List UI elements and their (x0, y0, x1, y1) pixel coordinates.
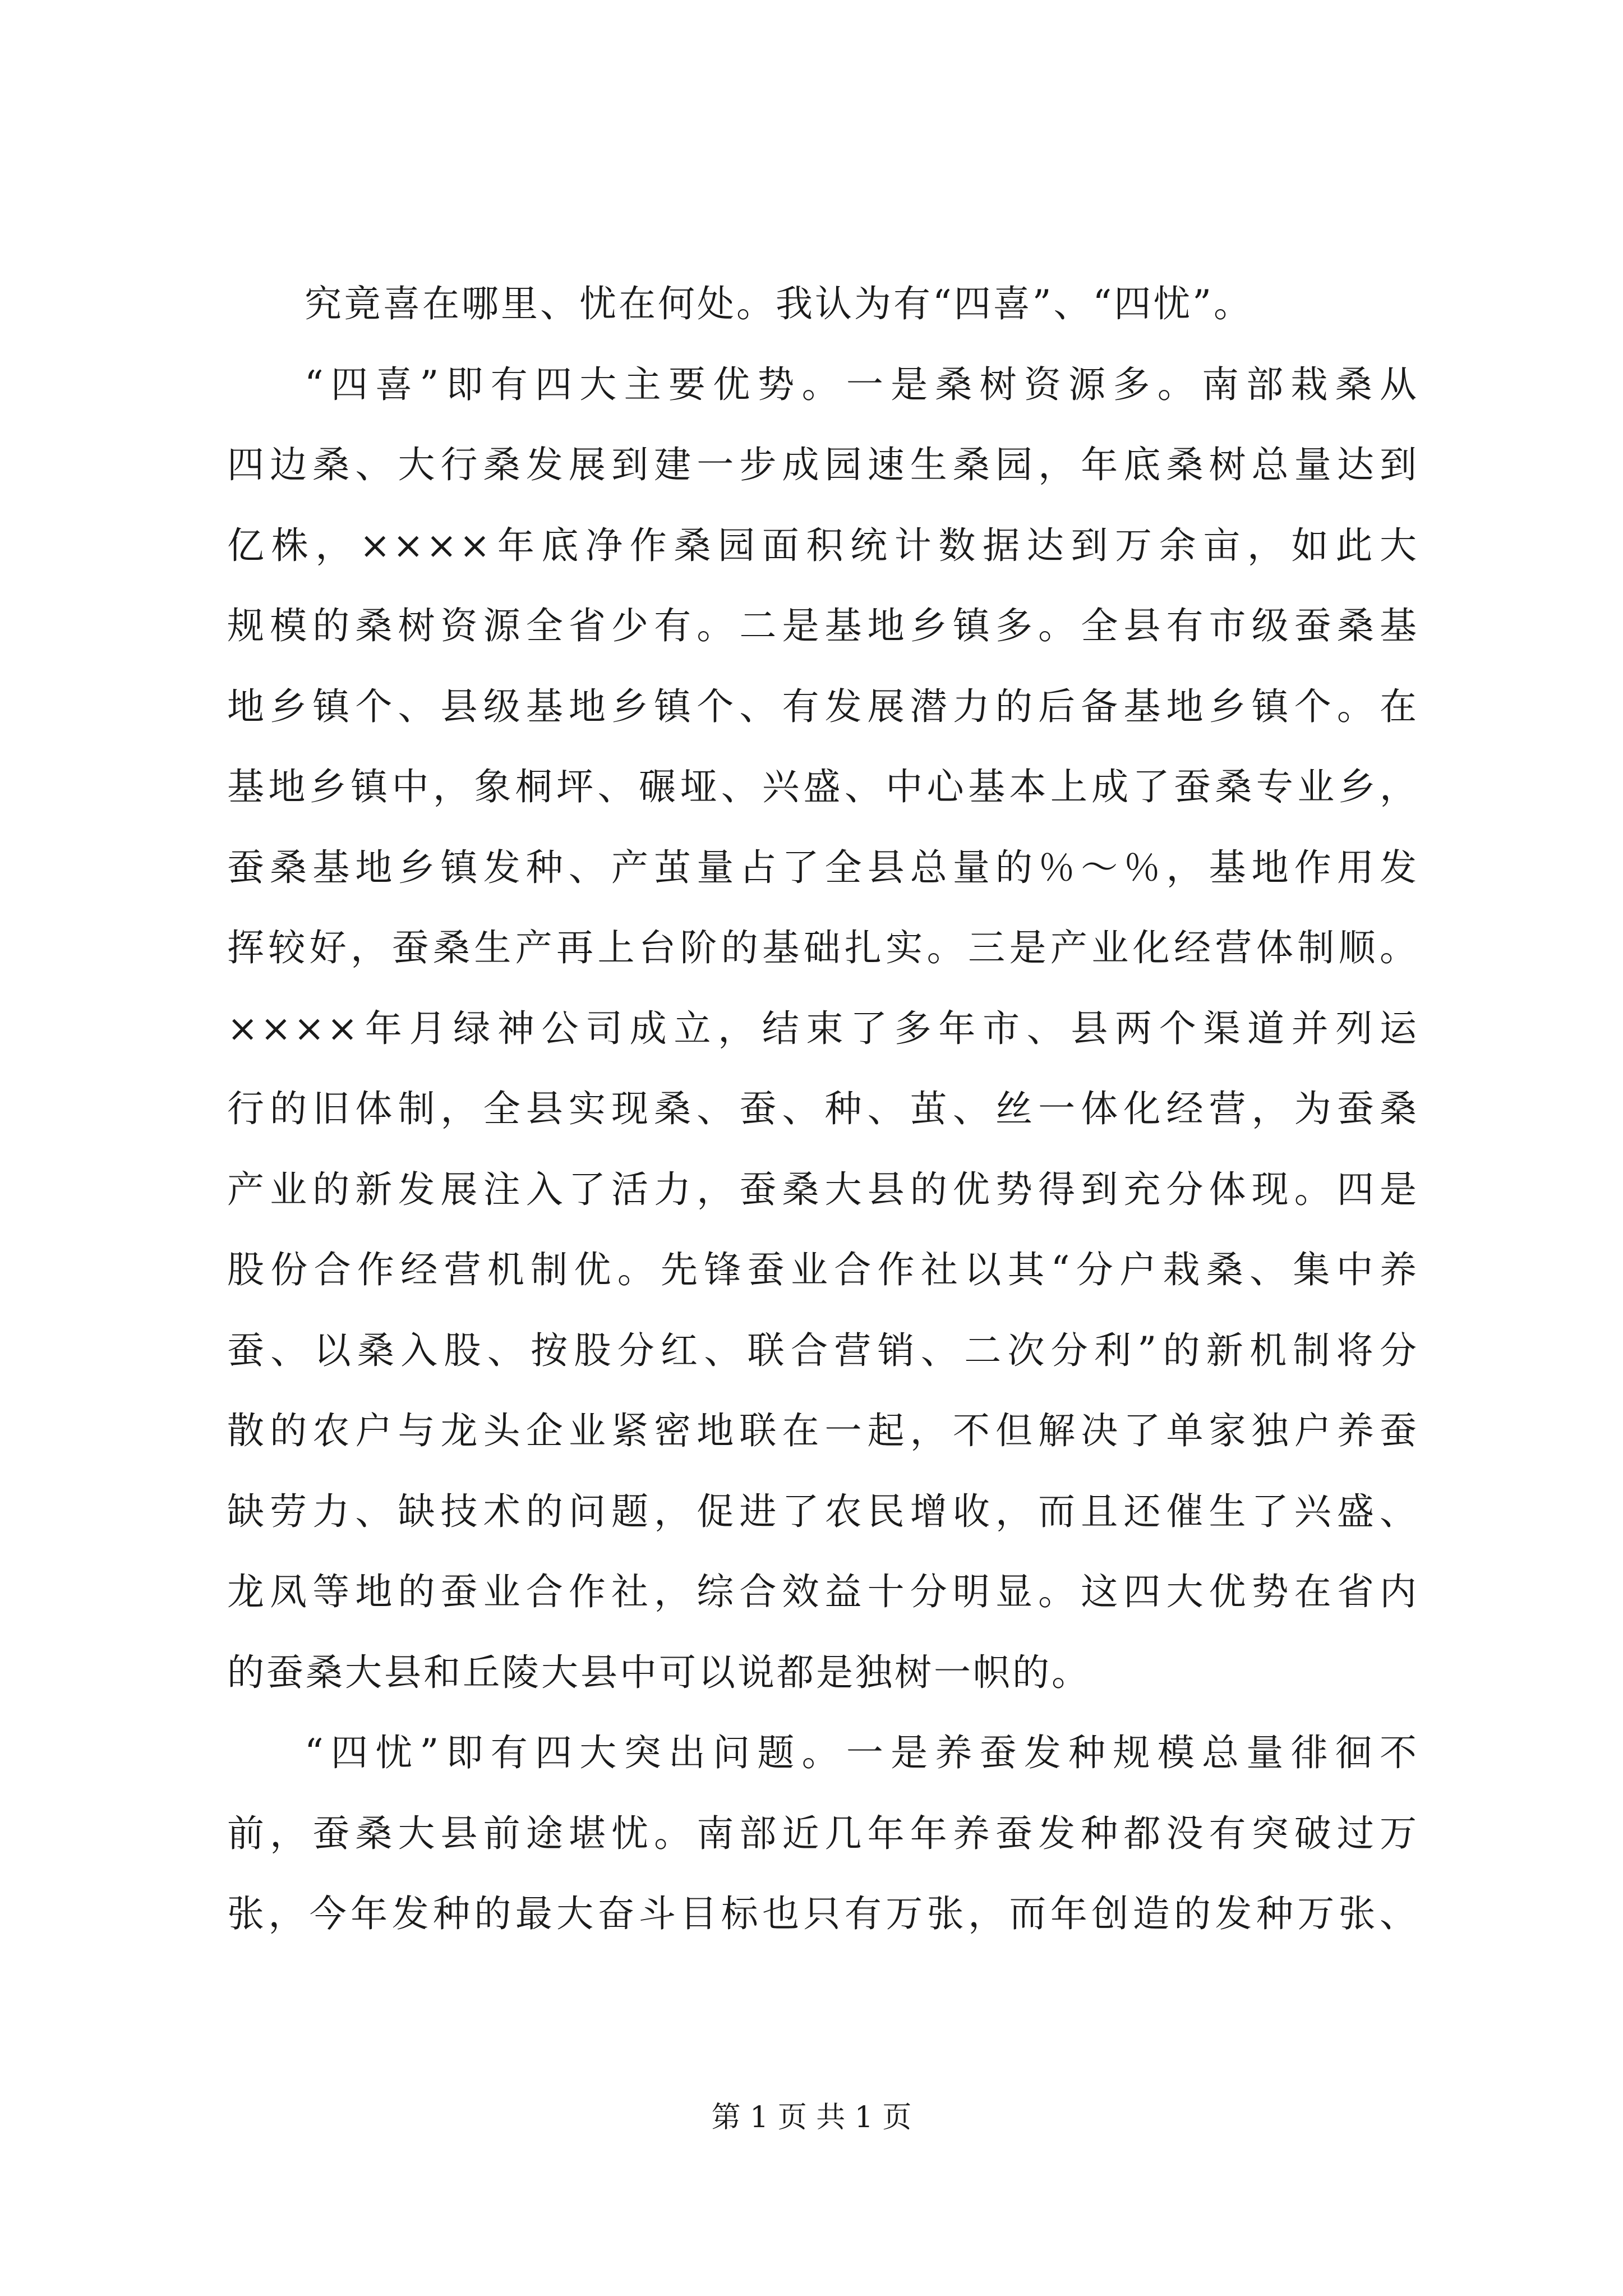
text-line: 产业的新发展注入了活力，蚕桑大县的优势得到充分体现。四是 (227, 1167, 1419, 1211)
text-line: 基地乡镇中，象桐坪、碾垭、兴盛、中心基本上成了蚕桑专业乡， (227, 765, 1419, 808)
text-line: 究竟喜在哪里、忧在何处。我认为有“四喜”、“四忧”。 (305, 282, 1253, 325)
text-line: ××××年月绿神公司成立，结束了多年市、县两个渠道并列运 (227, 1006, 1419, 1050)
text-line: 张，今年发种的最大奋斗目标也只有万张，而年创造的发种万张、 (227, 1892, 1419, 1935)
page-number-footer: 第 1 页 共 1 页 (711, 2101, 912, 2134)
text-line: 前，蚕桑大县前途堪忧。南部近几年年养蚕发种都没有突破过万 (227, 1811, 1419, 1855)
text-line: 的蚕桑大县和丘陵大县中可以说都是独树一帜的。 (227, 1650, 1091, 1694)
text-line: 蚕桑基地乡镇发种、产茧量占了全县总量的％～％，基地作用发 (227, 845, 1419, 889)
text-line: 缺劳力、缺技术的问题，促进了农民增收，而且还催生了兴盛、 (227, 1489, 1419, 1533)
document-body (227, 264, 1419, 1954)
text-line: 挥较好，蚕桑生产再上台阶的基础扎实。三是产业化经营体制顺。 (227, 926, 1419, 969)
text-line: “四忧”即有四大突出问题。一是养蚕发种规模总量徘徊不 (305, 1731, 1419, 1774)
text-line: 蚕、以桑入股、按股分红、联合营销、二次分利”的新机制将分 (227, 1328, 1419, 1372)
text-line: 四边桑、大行桑发展到建一步成园速生桑园，年底桑树总量达到 (227, 443, 1419, 486)
text-line: 规模的桑树资源全省少有。二是基地乡镇多。全县有市级蚕桑基 (227, 604, 1419, 647)
text-line: 股份合作经营机制优。先锋蚕业合作社以其“分户栽桑、集中养 (227, 1248, 1419, 1291)
text-line: 龙凤等地的蚕业合作社，综合效益十分明显。这四大优势在省内 (227, 1570, 1419, 1613)
text-line: “四喜”即有四大主要优势。一是桑树资源多。南部栽桑从 (305, 362, 1419, 406)
text-line: 亿株，××××年底净作桑园面积统计数据达到万余亩，如此大 (227, 523, 1419, 567)
text-line: 行的旧体制，全县实现桑、蚕、种、茧、丝一体化经营，为蚕桑 (227, 1087, 1419, 1130)
text-line: 散的农户与龙头企业紧密地联在一起，不但解决了单家独户养蚕 (227, 1409, 1419, 1452)
text-line: 地乡镇个、县级基地乡镇个、有发展潜力的后备基地乡镇个。在 (227, 684, 1419, 728)
